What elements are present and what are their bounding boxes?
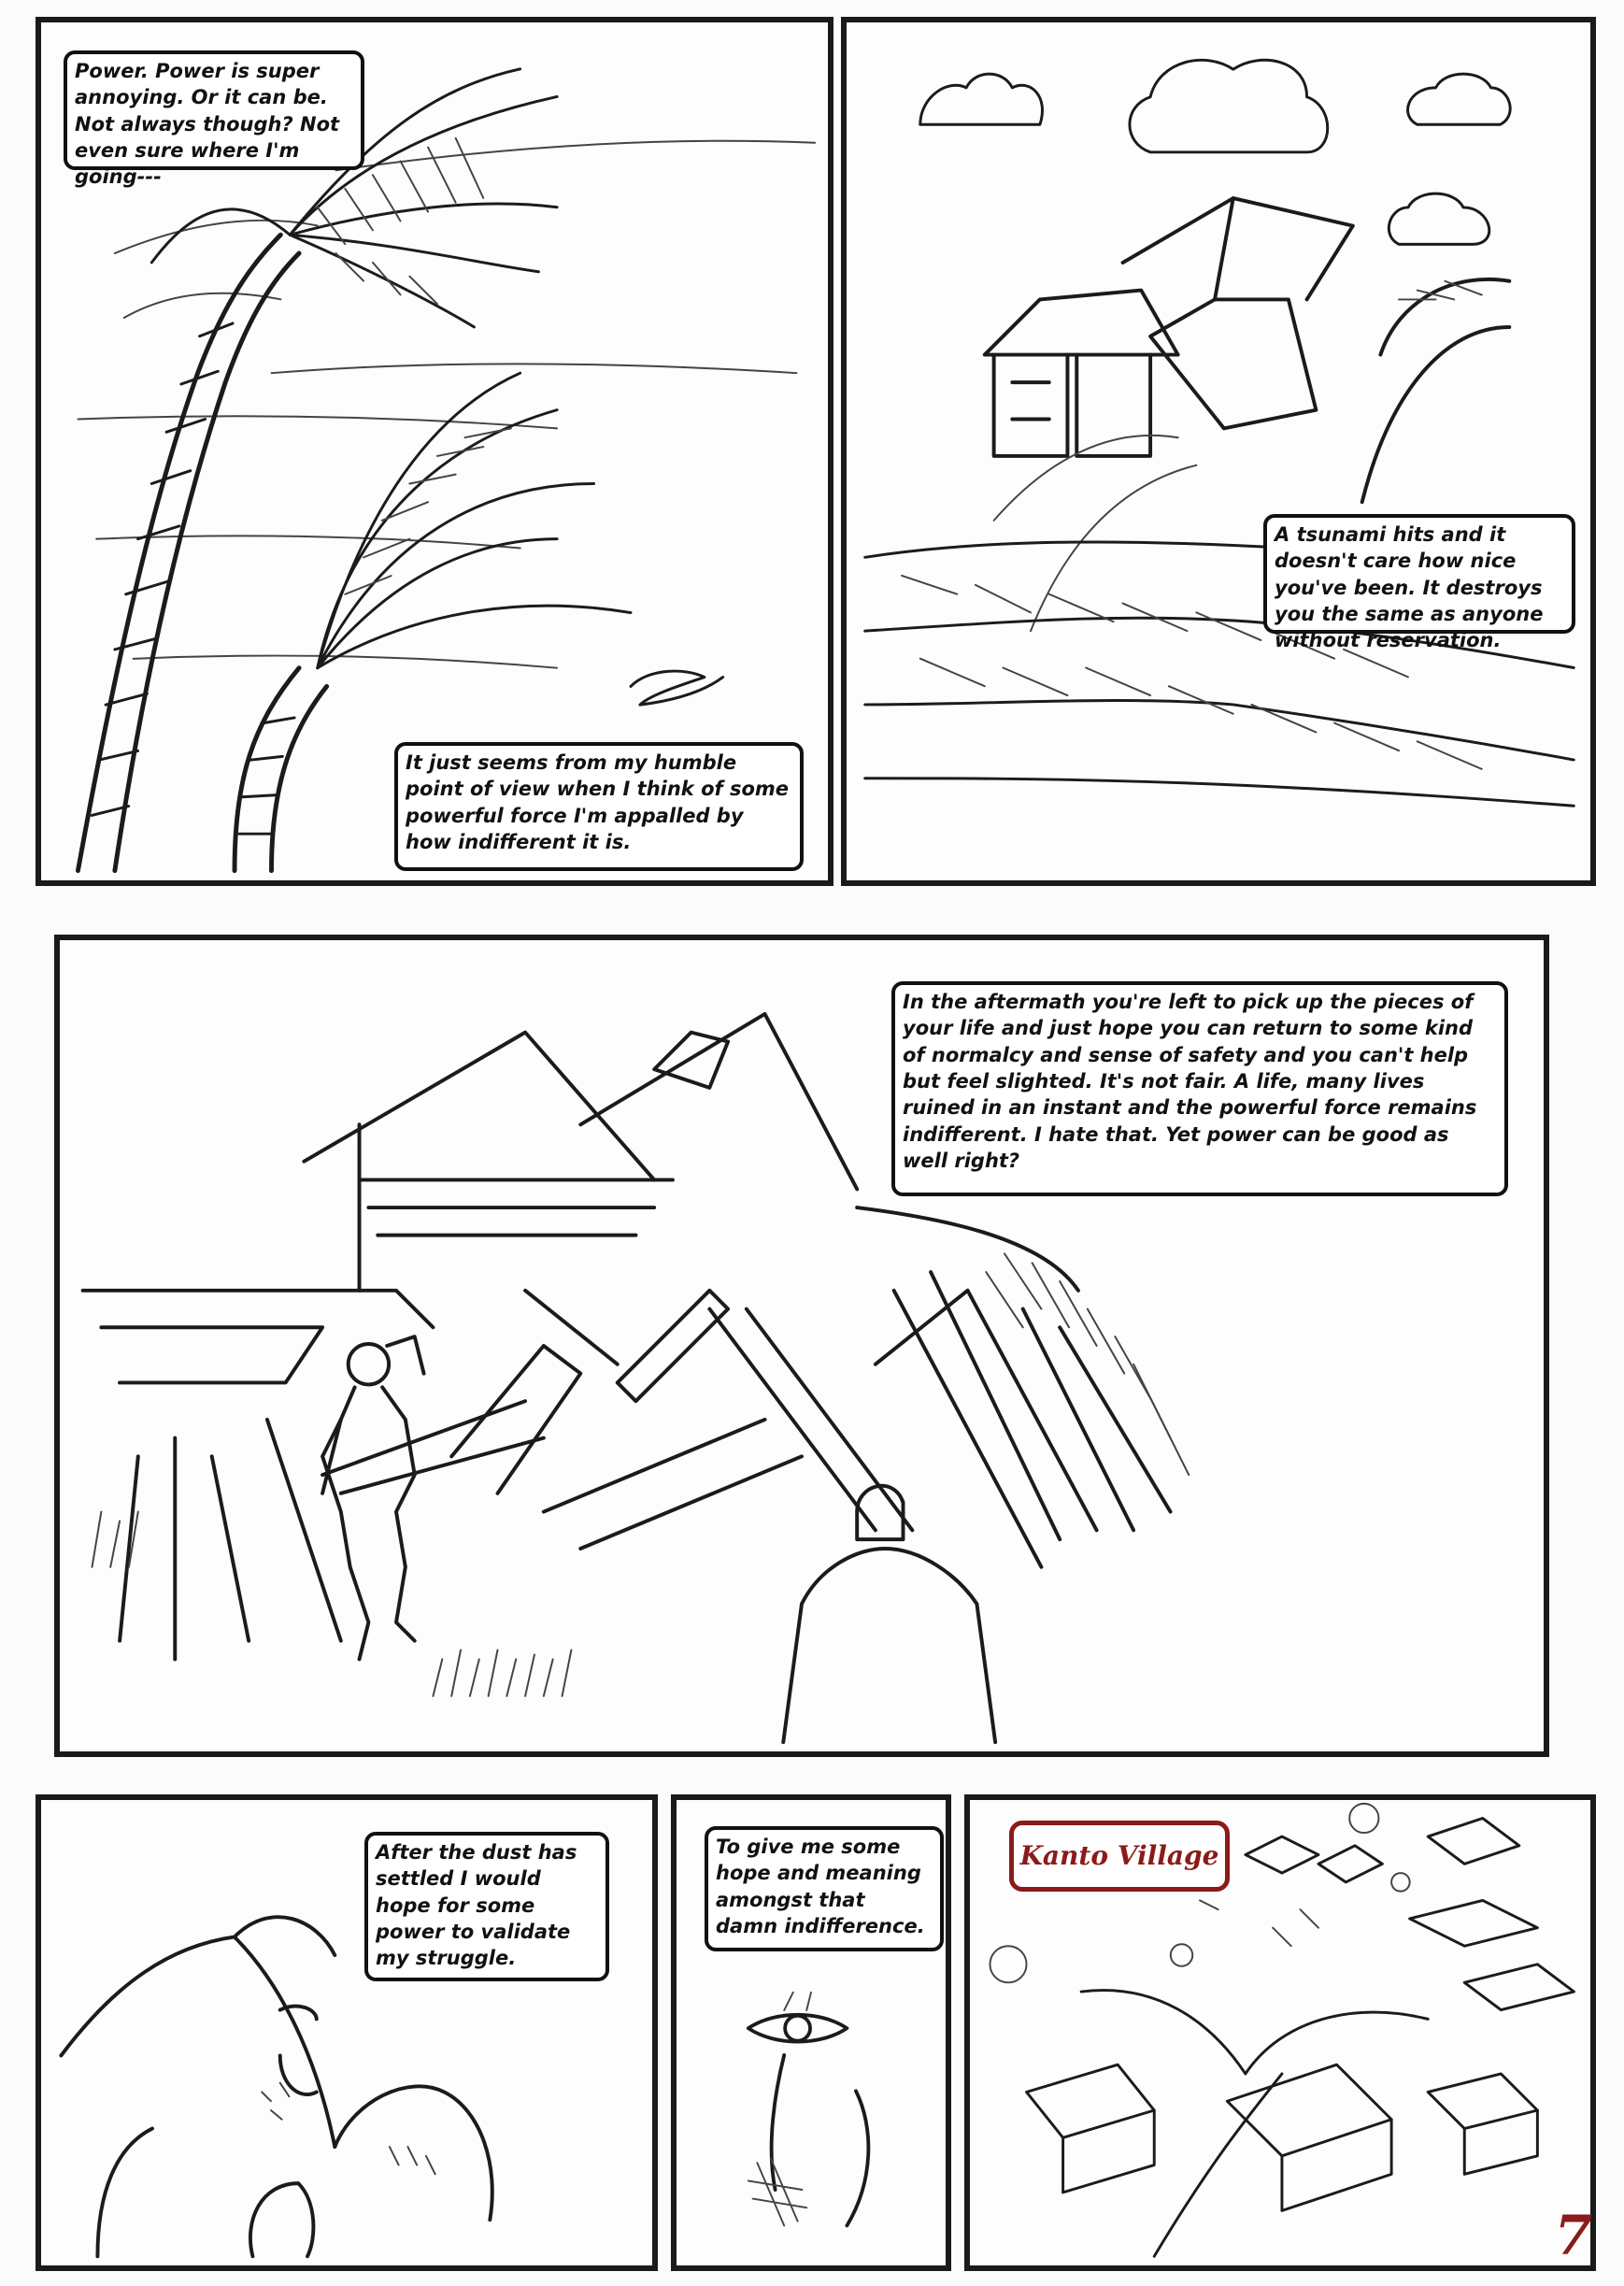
- caption-humble-point: It just seems from my humble point of view when I think of some powerful force I'm appalled by how indifferent it is.: [394, 742, 804, 871]
- tsunami-drawing: [847, 22, 1590, 880]
- page-number: 7: [1554, 2204, 1592, 2267]
- panel-eye-closeup: [671, 1794, 951, 2271]
- panel-grieving-faces: [36, 1794, 658, 2271]
- panel-village: [964, 1794, 1596, 2271]
- caption-power-intro: Power. Power is super annoying. Or it can be. Not always though? Not even sure where I'm going---: [64, 50, 364, 170]
- panel-tsunami: [841, 17, 1596, 886]
- caption-tsunami: A tsunami hits and it doesn't care how nice you've been. It destroys you the same as anyone without reservation.: [1263, 514, 1575, 634]
- location-tag-kanto-village: Kanto Village: [1009, 1821, 1230, 1892]
- caption-dust-settled: After the dust has settled I would hope for some power to validate my struggle.: [364, 1832, 609, 1981]
- caption-hope-meaning: To give me some hope and meaning amongst that damn indifference.: [705, 1826, 944, 1951]
- panel-aftermath: [54, 935, 1549, 1757]
- caption-aftermath: In the aftermath you're left to pick up the pieces of your life and just hope you can return to some kind of normalcy and sense of safety and you can't help but feel slighted. It's not fair. A life, many lives ruined in an instant and the powerful force remains indifferent. I hate that. Yet power can be good as well right?: [891, 981, 1508, 1196]
- panel-palm-storm: [36, 17, 833, 886]
